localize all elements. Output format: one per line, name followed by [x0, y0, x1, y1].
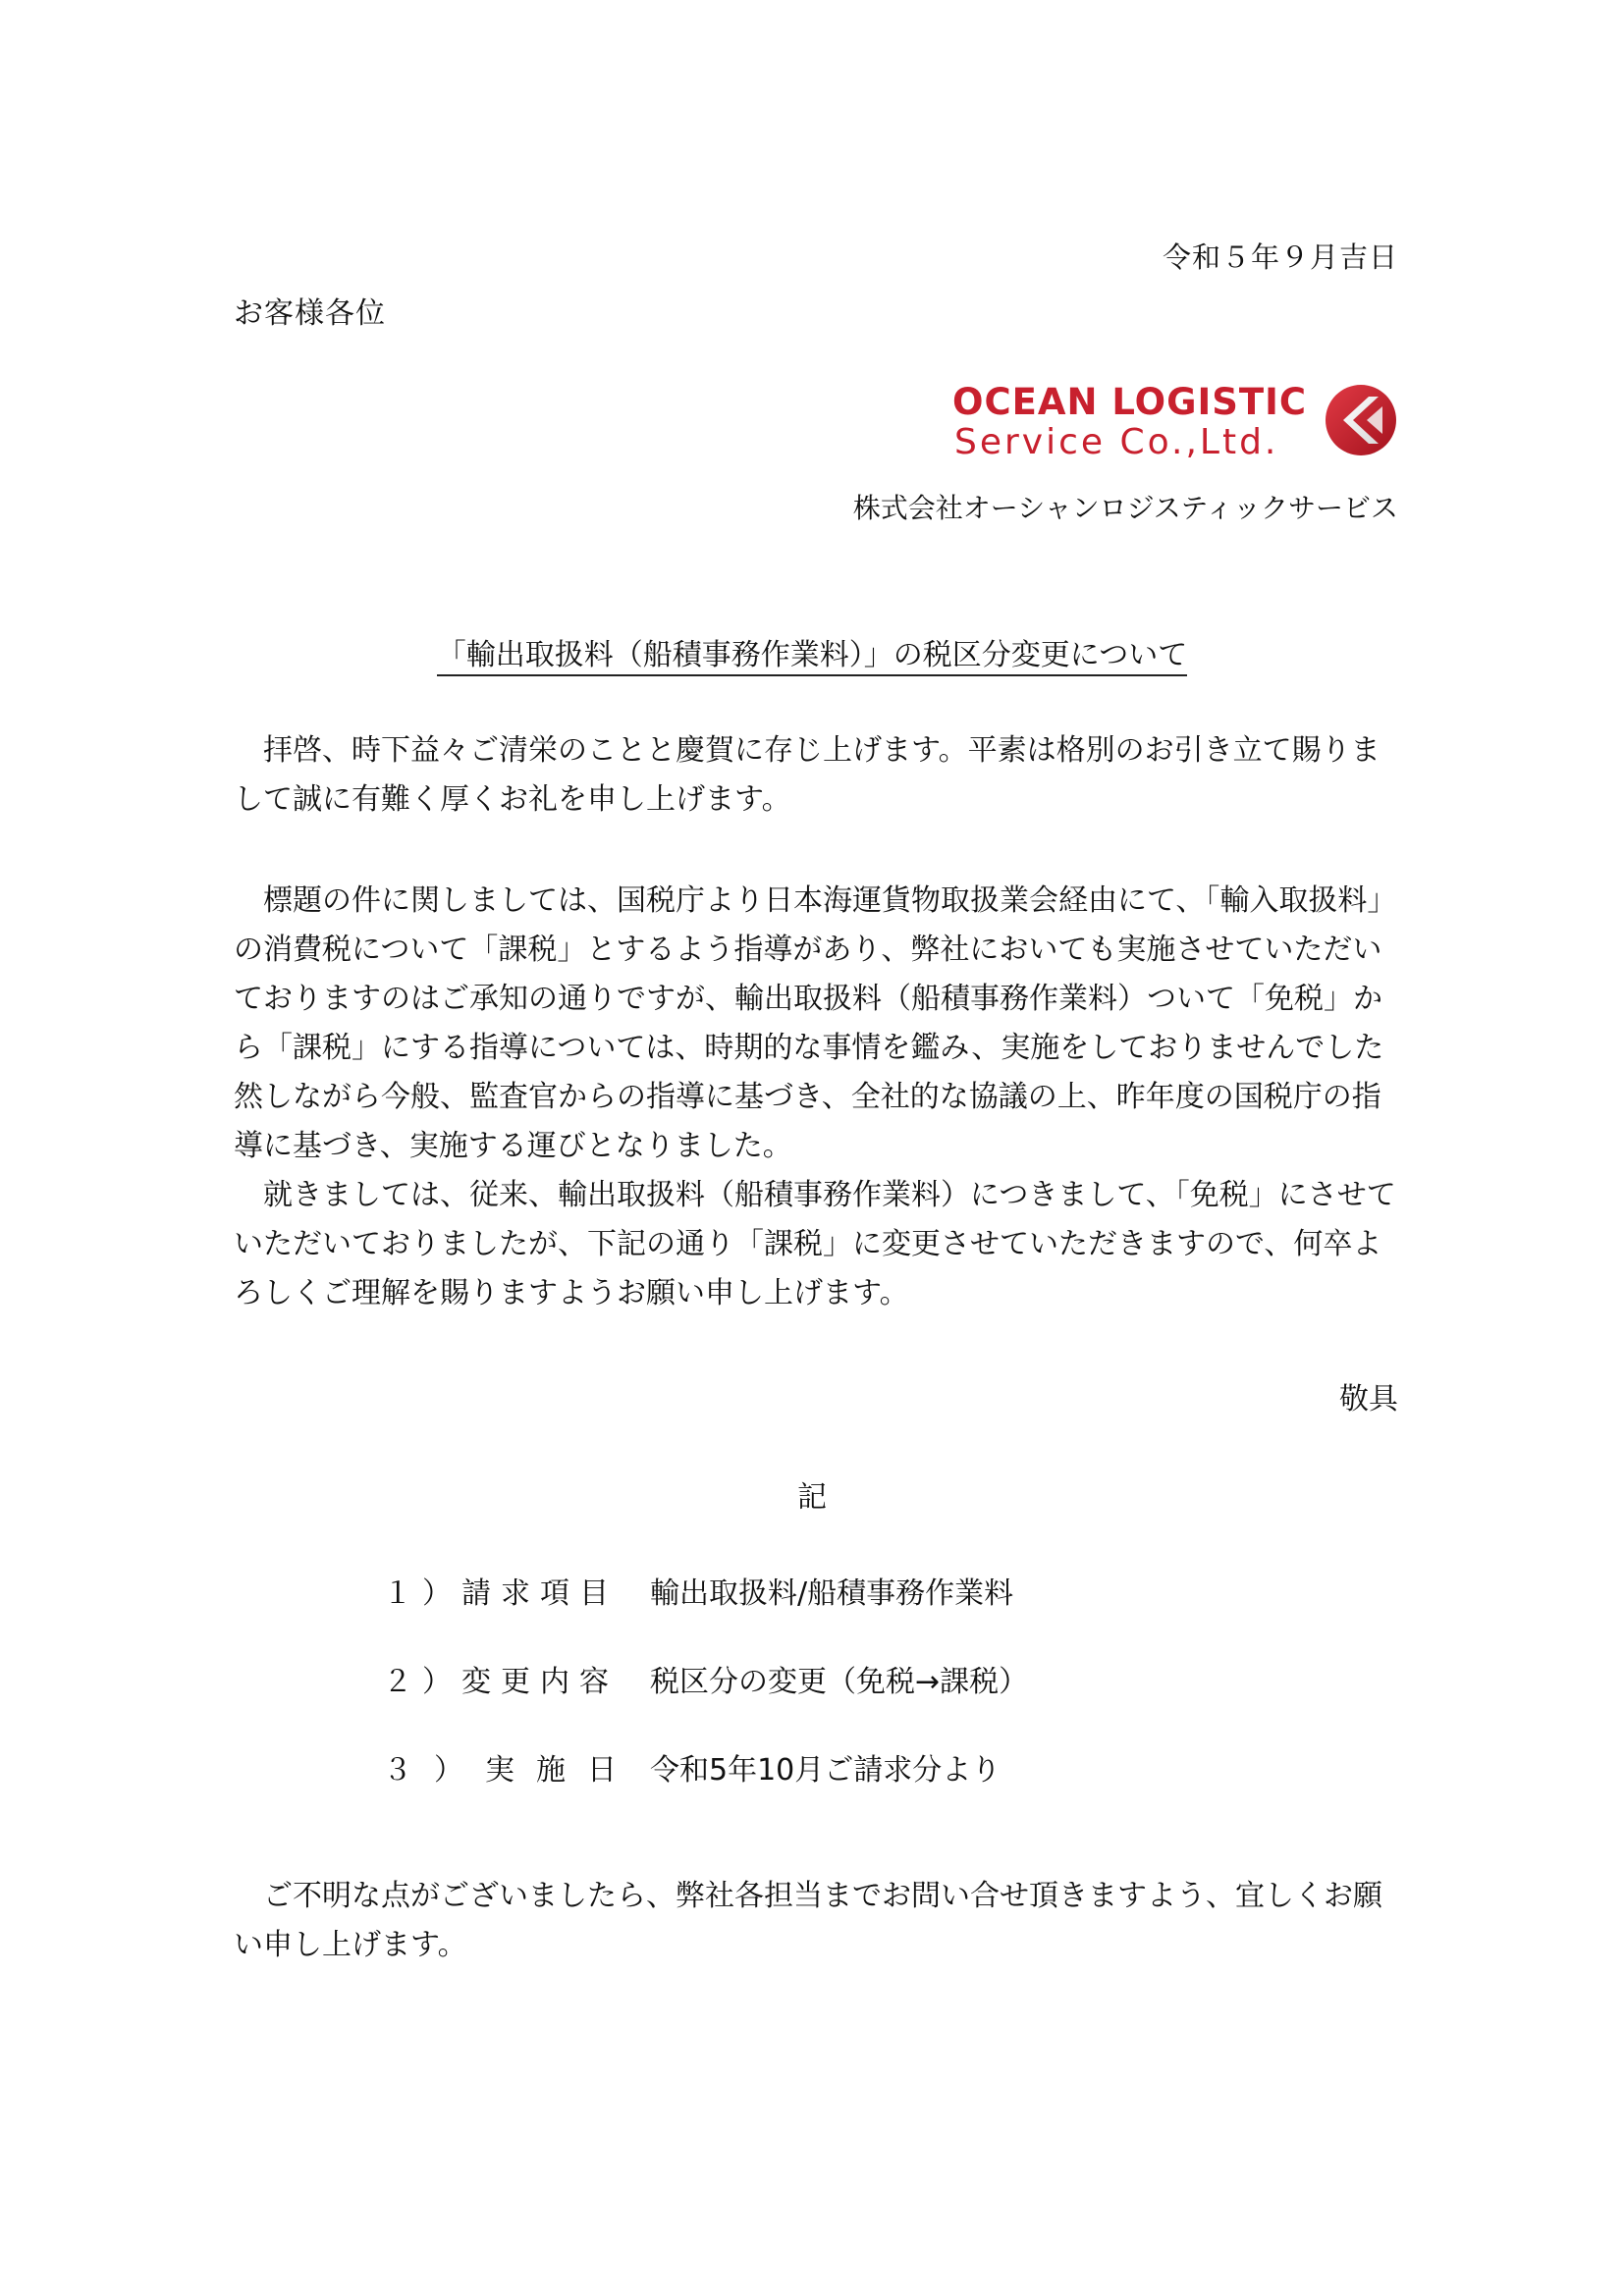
greeting-paragraph: 拝啓、時下益々ご清栄のことと慶賀に存じ上げます。平素は格別のお引き立て賜りまして誠に有難く厚くお礼を申し上げます。	[234, 733, 1380, 817]
item-label: １）請求項目	[383, 1576, 619, 1611]
item-value: 令和5年10月ご請求分より	[650, 1753, 1001, 1788]
body-paragraph-2: 就きましては、従来、輸出取扱料（船積事務作業料）につきまして、「免税」にさせていただいておりましたが、下記の通り「課税」に変更させていただきますので、何卒よろしくご理解を賜りますようお願い申し上げます。	[234, 1178, 1396, 1310]
item-value: 輸出取扱料/船積事務作業料	[650, 1576, 1014, 1611]
logo-line1: OCEAN LOGISTIC	[952, 381, 1308, 423]
list-item	[383, 1745, 1001, 1789]
closing-phrase: 敬具	[1339, 1382, 1398, 1416]
list-item	[383, 1657, 1028, 1700]
item-value: 税区分の変更（免税→課税）	[650, 1665, 1029, 1699]
item-label: ３）実施日	[383, 1753, 638, 1788]
ocean-logistic-mark-icon	[1324, 383, 1398, 457]
logo-line2: Service Co.,Ltd.	[954, 422, 1279, 462]
letter-title-text: 「輸出取扱料（船積事務作業料）」の税区分変更について	[437, 638, 1187, 676]
list-item	[383, 1569, 1013, 1612]
letter-date: 令和５年９月吉日	[1162, 240, 1398, 274]
closing-note-paragraph: ご不明な点がございましたら、弊社各担当までお問い合せ頂きますよう、宜しくお願い申し上げます。	[234, 1879, 1382, 1962]
company-name: 株式会社オーシャンロジスティックサービス	[852, 492, 1398, 524]
company-logo	[952, 375, 1404, 473]
item-label: ２）変更内容	[383, 1665, 619, 1699]
ki-heading: 記	[797, 1480, 827, 1515]
letter-title	[0, 630, 1624, 673]
recipient: お客様各位	[234, 296, 386, 331]
body-paragraph-1: 標題の件に関しましては、国税庁より日本海運貨物取扱業会経由にて、「輸入取扱料」の消費税について「課税」とするよう指導があり、弊社においても実施させていただいておりますのはご承知の通りですが、輸出取扱料（船積事務作業料）ついて「免税」から「課税」にする指導については、時期的な事情を鑑み、実施をしておりませんでした然しながら今般、監査官からの指導に基づき、全社的な協議の上、昨年度の国税庁の指導に基づき、実施する運びとなりました。	[234, 883, 1384, 1163]
